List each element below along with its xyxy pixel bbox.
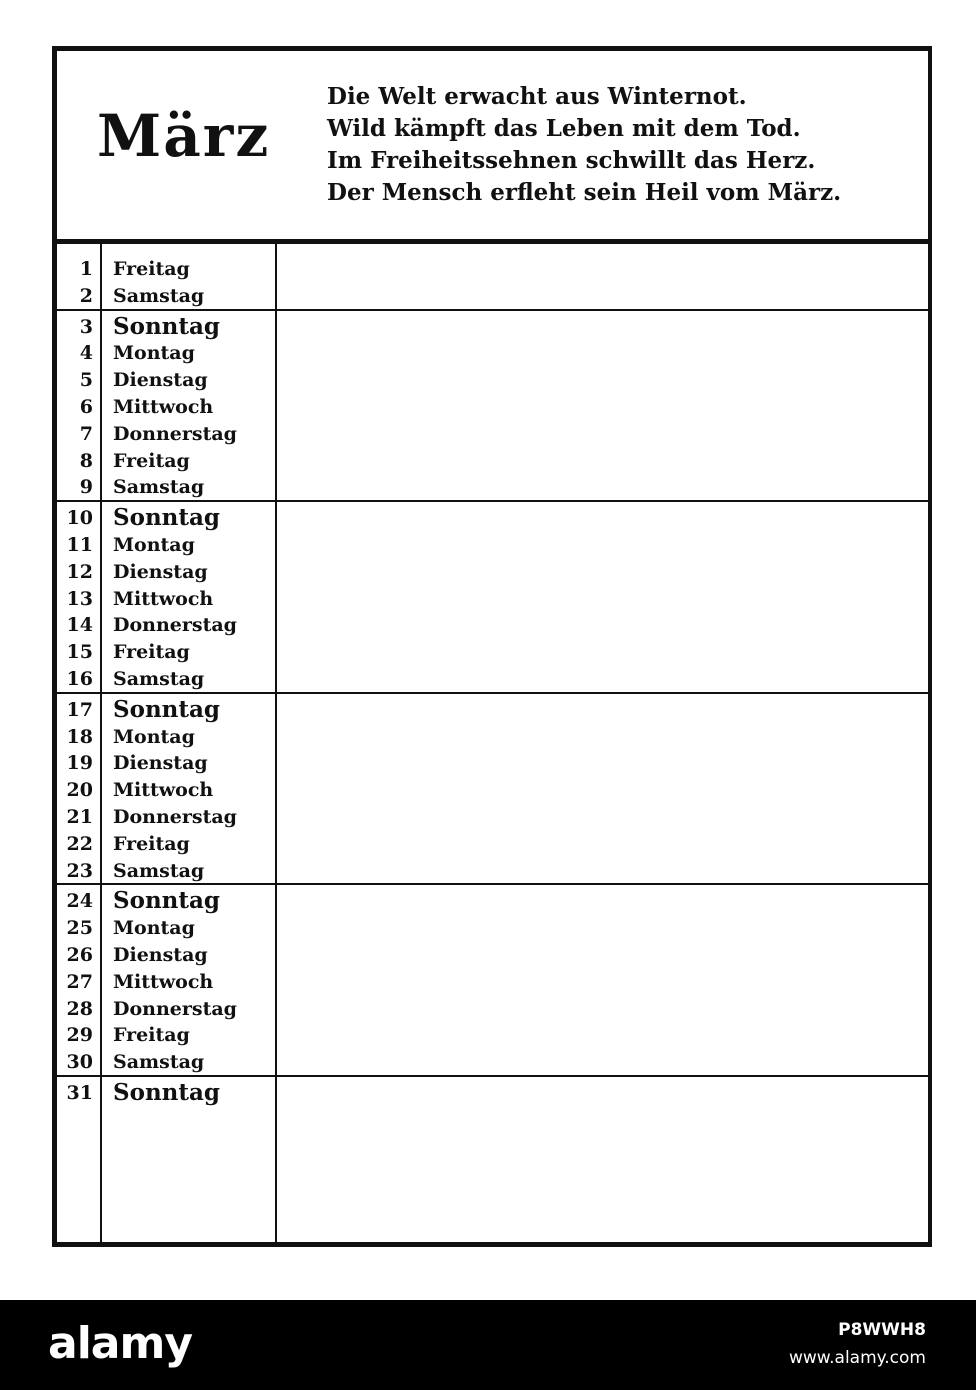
- image-code: P8WWH8: [838, 1320, 926, 1340]
- day-name: Dienstag: [113, 369, 208, 392]
- day-number: 31: [66, 1082, 93, 1104]
- day-name: Samstag: [113, 284, 205, 307]
- day-name: Dienstag: [113, 560, 208, 583]
- day-name: Montag: [113, 342, 195, 365]
- day-number: 27: [66, 970, 93, 993]
- day-name: Donnerstag: [113, 422, 237, 445]
- week-separator: [57, 883, 928, 885]
- day-number: 24: [66, 890, 93, 913]
- day-name: Sonntag: [113, 695, 221, 723]
- day-row: [57, 314, 287, 340]
- day-number: 12: [66, 560, 93, 583]
- day-number: 16: [66, 668, 93, 690]
- day-row: [57, 697, 287, 723]
- day-row: [57, 777, 287, 803]
- day-row: [57, 283, 287, 309]
- day-name: Sonntag: [113, 1079, 221, 1106]
- day-row: [57, 448, 287, 474]
- day-name: Sonntag: [113, 312, 221, 340]
- poem-line: Die Welt erwacht aus Winternot.: [327, 83, 747, 110]
- week-separator: [57, 692, 928, 694]
- day-row: [57, 1049, 287, 1075]
- day-row: [57, 586, 287, 612]
- header-divider: [57, 239, 928, 244]
- day-name: Mittwoch: [113, 587, 214, 610]
- alamy-logo: alamy: [48, 1318, 192, 1369]
- day-name: Samstag: [113, 859, 205, 882]
- day-number: 20: [66, 779, 93, 802]
- day-row: [57, 505, 287, 531]
- day-number: 18: [66, 725, 93, 748]
- watermark-bar: [0, 1300, 976, 1390]
- day-row: [57, 942, 287, 968]
- day-number: 19: [66, 752, 93, 775]
- day-name: Samstag: [113, 476, 205, 499]
- day-number: 13: [66, 587, 93, 610]
- day-row: [57, 915, 287, 941]
- day-row: [57, 559, 287, 585]
- day-number: 17: [66, 698, 93, 721]
- day-name: Mittwoch: [113, 779, 214, 802]
- day-name: Dienstag: [113, 752, 208, 775]
- day-number: 9: [79, 476, 93, 499]
- day-row: [57, 367, 287, 393]
- day-number: 25: [66, 917, 93, 940]
- day-number: 14: [66, 614, 93, 637]
- day-row: [57, 394, 287, 420]
- poem: [327, 81, 841, 209]
- day-name: Dienstag: [113, 944, 208, 966]
- day-name: Donnerstag: [113, 997, 237, 1020]
- day-name: Montag: [113, 534, 195, 556]
- calendar-header: [57, 51, 928, 239]
- day-row: [57, 666, 287, 692]
- poem-line: Im Freiheitssehnen schwillt das Herz.: [327, 147, 816, 174]
- day-number: 3: [79, 315, 93, 338]
- day-row: [57, 1080, 287, 1106]
- day-number: 5: [79, 369, 93, 392]
- day-name: Donnerstag: [113, 806, 237, 828]
- day-number: 22: [66, 832, 93, 855]
- day-number: 10: [66, 507, 93, 530]
- day-name: Donnerstag: [113, 614, 237, 637]
- day-name: Mittwoch: [113, 970, 214, 993]
- day-name: Sonntag: [113, 887, 221, 915]
- day-name: Freitag: [113, 641, 190, 664]
- day-number: 7: [79, 422, 93, 445]
- day-number: 4: [79, 342, 93, 365]
- day-row: [57, 858, 287, 884]
- week-separator: [57, 1075, 928, 1077]
- day-name: Montag: [113, 725, 195, 748]
- day-row: [57, 474, 287, 500]
- day-number: 11: [66, 534, 93, 556]
- day-row: [57, 532, 287, 558]
- day-row: [57, 724, 287, 750]
- day-row: [57, 888, 287, 914]
- day-number: 26: [66, 944, 93, 966]
- day-number: 21: [66, 806, 93, 828]
- day-row: [57, 612, 287, 638]
- day-number: 1: [79, 258, 93, 280]
- day-name: Freitag: [113, 832, 190, 855]
- day-name: Freitag: [113, 258, 190, 280]
- day-name: Montag: [113, 917, 195, 940]
- week-separator: [57, 500, 928, 502]
- day-name: Freitag: [113, 449, 190, 472]
- day-row: [57, 804, 287, 830]
- month-title: März: [97, 102, 271, 170]
- day-name: Samstag: [113, 1051, 205, 1074]
- day-name: Mittwoch: [113, 396, 214, 418]
- calendar-page: [52, 46, 932, 1247]
- day-row: [57, 639, 287, 665]
- day-name: Sonntag: [113, 504, 221, 532]
- day-number: 6: [79, 396, 93, 418]
- day-number: 28: [66, 997, 93, 1020]
- day-number: 30: [66, 1051, 93, 1074]
- day-number: 2: [79, 284, 93, 307]
- watermark-url: www.alamy.com: [788, 1348, 926, 1368]
- day-row: [57, 256, 287, 282]
- poem-line: Wild kämpft das Leben mit dem Tod.: [327, 115, 801, 142]
- day-name: Samstag: [113, 668, 205, 690]
- day-row: [57, 831, 287, 857]
- day-row: [57, 750, 287, 776]
- day-row: [57, 421, 287, 447]
- day-number: 29: [66, 1024, 93, 1047]
- week-separator: [57, 309, 928, 311]
- poem-line: Der Mensch erfleht sein Heil vom März.: [327, 179, 842, 206]
- day-number: 23: [66, 859, 93, 882]
- day-number: 15: [66, 641, 93, 664]
- day-row: [57, 340, 287, 366]
- day-row: [57, 1022, 287, 1048]
- day-number: 8: [79, 449, 93, 472]
- day-name: Freitag: [113, 1024, 190, 1047]
- day-row: [57, 996, 287, 1022]
- day-row: [57, 969, 287, 995]
